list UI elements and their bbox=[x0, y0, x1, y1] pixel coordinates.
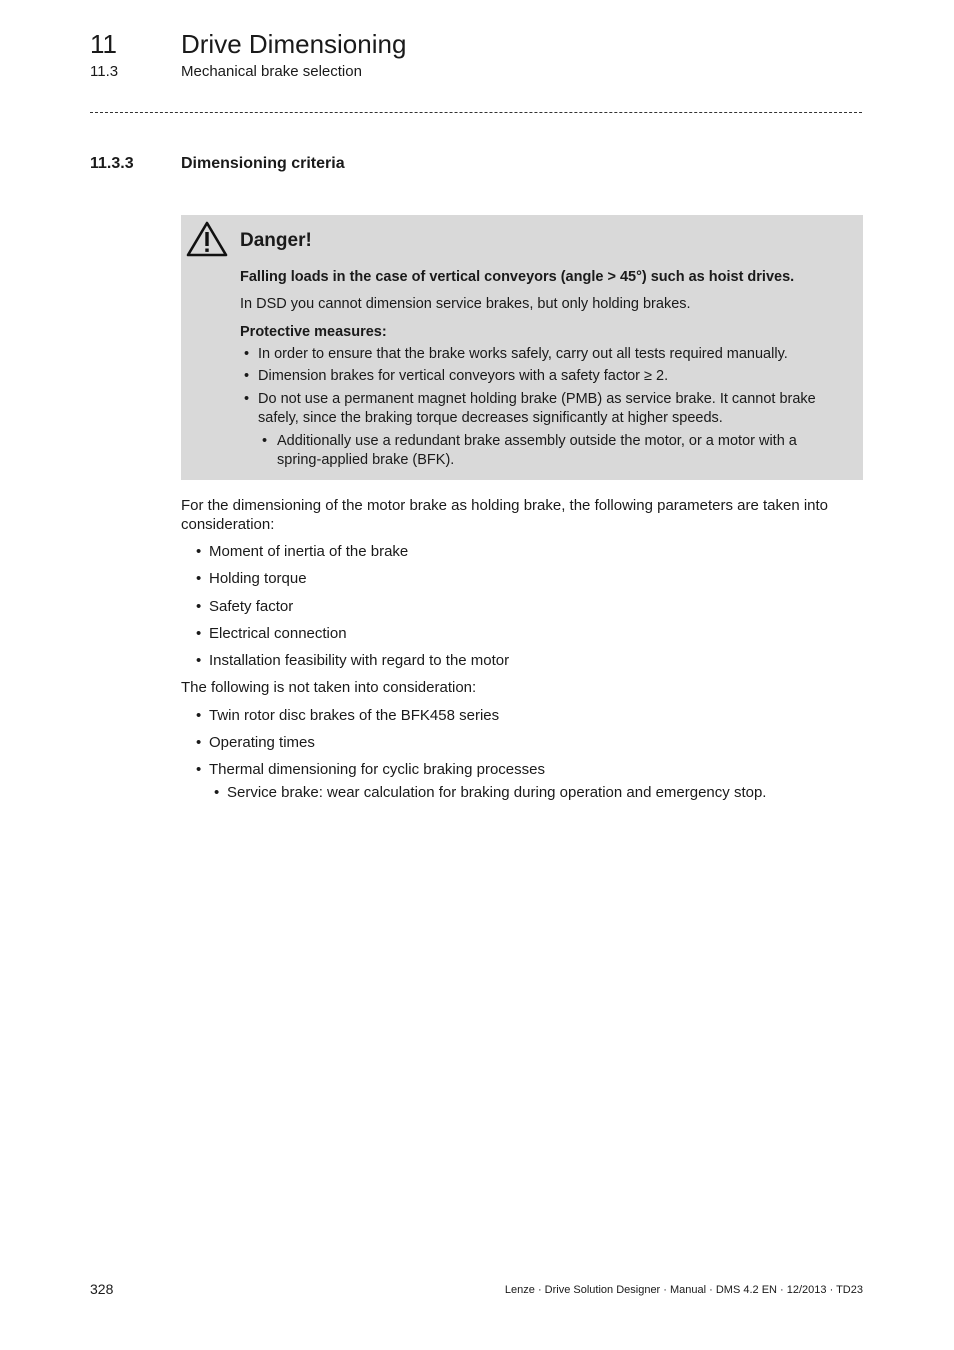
bullet-icon: • bbox=[262, 433, 268, 449]
chapter-number: 11 bbox=[90, 29, 117, 59]
header-divider bbox=[90, 112, 862, 113]
subsection-title: Dimensioning criteria bbox=[181, 155, 345, 172]
page-number: 328 bbox=[90, 1281, 114, 1297]
footer-info: Lenze · Drive Solution Designer · Manual · DMS 4.2 EN · 12/2013 · TD23 bbox=[504, 1284, 863, 1296]
bullet-icon: • bbox=[196, 543, 202, 560]
chapter-title: Drive Dimensioning bbox=[181, 29, 407, 59]
not-considered-intro: The following is not taken into consideration: bbox=[181, 679, 477, 696]
bullet-icon: • bbox=[196, 761, 202, 778]
section-title: Mechanical brake selection bbox=[181, 63, 362, 80]
bullet-icon: • bbox=[196, 734, 202, 751]
bullet-icon: • bbox=[196, 625, 202, 642]
section-number: 11.3 bbox=[90, 63, 119, 80]
bullet-icon: • bbox=[196, 598, 202, 615]
warning-triangle-icon bbox=[185, 220, 229, 258]
danger-info: In DSD you cannot dimension service brakes, but only holding brakes. bbox=[240, 296, 691, 312]
measure-item-continuation: safely, since the braking torque decreases significantly at higher speeds. bbox=[258, 410, 723, 426]
danger-lead: Falling loads in the case of vertical conveyors (angle > 45°) such as hoist drives. bbox=[240, 269, 795, 285]
bullet-icon: • bbox=[244, 346, 250, 362]
body-intro: For the dimensioning of the motor brake as holding brake, the following parameters are taken into consideration: bbox=[181, 497, 829, 533]
protective-measures-label: Protective measures: bbox=[240, 324, 387, 340]
bullet-icon: • bbox=[196, 707, 202, 724]
danger-heading: Danger! bbox=[240, 230, 312, 251]
bullet-icon: • bbox=[244, 368, 250, 384]
bullet-icon: • bbox=[196, 652, 202, 669]
bullet-icon: • bbox=[196, 570, 202, 587]
bullet-icon: • bbox=[244, 391, 250, 407]
subsection-number: 11.3.3 bbox=[90, 155, 134, 172]
sub-measure-continuation: spring-applied brake (BFK). bbox=[277, 452, 455, 468]
bullet-icon: • bbox=[214, 784, 220, 801]
